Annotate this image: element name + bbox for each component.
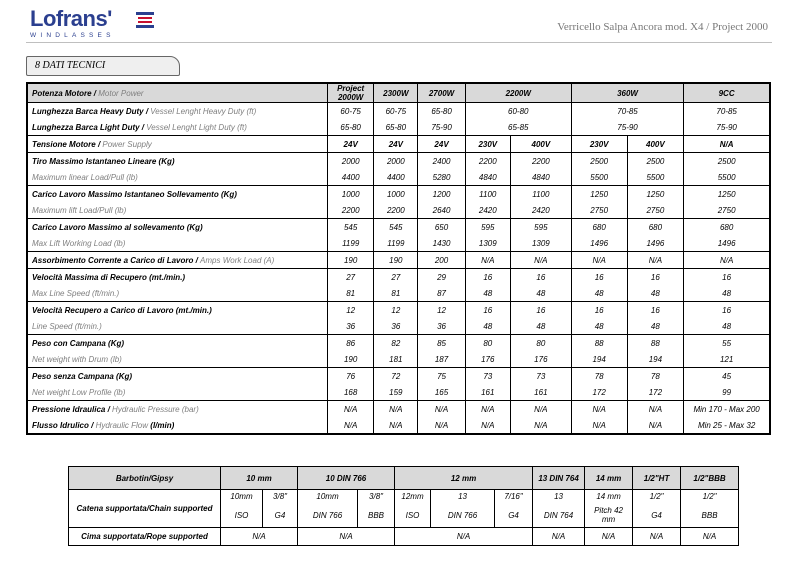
col-header: 12 mm	[395, 467, 533, 490]
row-label: Max Line Speed (ft/min.)	[27, 285, 328, 302]
row-label: Peso senza Campana (Kg)	[27, 368, 328, 385]
table-cell: 73	[465, 368, 510, 385]
table-cell: DIN 764	[533, 504, 585, 528]
table-cell: N/A	[418, 401, 465, 418]
table-cell: 4400	[374, 169, 418, 186]
table-row	[27, 136, 770, 153]
col-header: 1/2"BBB	[681, 467, 739, 490]
table-cell: 680	[684, 219, 770, 236]
table-cell: N/A	[465, 417, 510, 434]
table-cell: 14 mm	[585, 490, 633, 504]
table-cell: 65-85	[465, 119, 571, 136]
table-cell: 168	[328, 384, 374, 401]
table-cell: 75-90	[684, 119, 770, 136]
row-label: Cima supportata/Rope supported	[69, 528, 221, 546]
table-cell: N/A	[627, 417, 684, 434]
col-header: 10 mm	[221, 467, 298, 490]
row-label: Net weight with Drum (lb)	[27, 351, 328, 368]
row-label: Velocità Massima di Recupero (mt./min.)	[27, 269, 328, 286]
row-label: Lunghezza Barca Light Duty / Vessel Lenght Light Duty (ft)	[27, 119, 328, 136]
table-cell: 99	[684, 384, 770, 401]
brand-subtitle: WINDLASSES	[30, 32, 115, 39]
row-label: Tensione Motore / Power Supply	[27, 136, 328, 153]
table-cell: 24V	[328, 136, 374, 153]
table-cell: 595	[465, 219, 510, 236]
table-cell: 4840	[465, 169, 510, 186]
table-cell: 48	[510, 285, 571, 302]
windlass-flag-icon	[136, 12, 154, 28]
table-cell: 1000	[374, 186, 418, 203]
table-cell: 24V	[418, 136, 465, 153]
table-cell: 172	[627, 384, 684, 401]
col-header: Project 2000W	[328, 83, 374, 103]
table-cell: 2500	[684, 153, 770, 170]
table-cell: 48	[510, 318, 571, 335]
table-cell: 1496	[627, 235, 684, 252]
table-cell: 60-75	[328, 103, 374, 120]
table-row	[27, 302, 770, 319]
table-cell: 1309	[510, 235, 571, 252]
table-row	[27, 417, 770, 434]
row-label: Maximum linear Load/Pull (lb)	[27, 169, 328, 186]
row-label: Carico Lavoro Massimo Istantaneo Sollevamento (Kg)	[27, 186, 328, 203]
table-cell: 45	[684, 368, 770, 385]
table-cell: 400V	[510, 136, 571, 153]
table-cell: 161	[510, 384, 571, 401]
table-row	[27, 351, 770, 368]
document-title: Verricello Salpa Ancora mod. X4 / Project 2000	[557, 21, 768, 33]
table-cell: 1100	[510, 186, 571, 203]
table-cell: G4	[263, 504, 298, 528]
table-row	[27, 103, 770, 120]
table-cell: 2200	[328, 202, 374, 219]
table-cell: DIN 766	[431, 504, 495, 528]
table-row	[27, 285, 770, 302]
table-cell: 48	[627, 318, 684, 335]
table-cell: DIN 766	[298, 504, 358, 528]
table-cell: N/A	[298, 528, 395, 546]
col-header: 2700W	[418, 83, 465, 103]
table-cell: N/A	[533, 528, 585, 546]
table-cell: 55	[684, 335, 770, 352]
table-cell: BBB	[358, 504, 395, 528]
table-cell: N/A	[328, 417, 374, 434]
table-cell: 2640	[418, 202, 465, 219]
table-cell: 2420	[465, 202, 510, 219]
table-cell: 1199	[374, 235, 418, 252]
table-cell: N/A	[395, 528, 533, 546]
table-cell: 16	[684, 302, 770, 319]
table-cell: 72	[374, 368, 418, 385]
table-cell: 10mm	[298, 490, 358, 504]
gipsy-header-label: Barbotin/Gipsy	[69, 467, 221, 490]
table-cell: 86	[328, 335, 374, 352]
row-label: Max Lift Working Load (lb)	[27, 235, 328, 252]
table-cell: 2400	[418, 153, 465, 170]
table-cell: 80	[465, 335, 510, 352]
table-cell: N/A	[684, 136, 770, 153]
header-divider	[26, 42, 772, 43]
table-cell: 65-80	[328, 119, 374, 136]
table-cell: 2000	[328, 153, 374, 170]
table-cell: 194	[627, 351, 684, 368]
table-row	[27, 202, 770, 219]
table-cell: 78	[571, 368, 627, 385]
table-cell: N/A	[510, 401, 571, 418]
col-header: 14 mm	[585, 467, 633, 490]
table-cell: 75-90	[571, 119, 683, 136]
row-label: Tiro Massimo Istantaneo Lineare (Kg)	[27, 153, 328, 170]
table-cell: 1496	[571, 235, 627, 252]
col-header: 1/2"HT	[633, 467, 681, 490]
table-cell: N/A	[571, 417, 627, 434]
table-cell: Pitch 42 mm	[585, 504, 633, 528]
col-header: 360W	[571, 83, 683, 103]
row-label: Velocità Recupero a Carico di Lavoro (mt./min.)	[27, 302, 328, 319]
table-cell: N/A	[585, 528, 633, 546]
table-cell: G4	[495, 504, 533, 528]
table-cell: N/A	[465, 252, 510, 269]
table-cell: 36	[328, 318, 374, 335]
table-row	[27, 235, 770, 252]
table-cell: N/A	[328, 401, 374, 418]
gipsy-table	[68, 466, 739, 546]
table-cell: 16	[627, 302, 684, 319]
table-cell: 81	[374, 285, 418, 302]
table-cell: 1250	[571, 186, 627, 203]
table-cell: 29	[418, 269, 465, 286]
table-cell: 16	[627, 269, 684, 286]
table-cell: 159	[374, 384, 418, 401]
table-cell: 545	[328, 219, 374, 236]
table-cell: 65-80	[374, 119, 418, 136]
table-row	[27, 186, 770, 203]
table-cell: 13	[533, 490, 585, 504]
table-cell: 1250	[684, 186, 770, 203]
table-cell: 48	[465, 318, 510, 335]
table-row	[27, 252, 770, 269]
gipsy-header-row	[69, 467, 739, 490]
table-row	[27, 119, 770, 136]
table-cell: 181	[374, 351, 418, 368]
technical-data-table	[26, 82, 771, 435]
table-cell: 172	[571, 384, 627, 401]
table-cell: 82	[374, 335, 418, 352]
table-cell: 680	[571, 219, 627, 236]
table-cell: 60-75	[374, 103, 418, 120]
row-label: Maximum lift Load/Pull (lb)	[27, 202, 328, 219]
table-cell: 230V	[465, 136, 510, 153]
table-cell: 3/8"	[358, 490, 395, 504]
table-cell: 13	[431, 490, 495, 504]
table-cell: 194	[571, 351, 627, 368]
table-cell: 2200	[465, 153, 510, 170]
col-header: 2200W	[465, 83, 571, 103]
table-cell: N/A	[627, 401, 684, 418]
table-cell: 81	[328, 285, 374, 302]
table-cell: 400V	[627, 136, 684, 153]
table-cell: N/A	[684, 252, 770, 269]
table-cell: 48	[684, 285, 770, 302]
row-label: Catena supportata/Chain supported	[69, 490, 221, 528]
table-cell: 2500	[571, 153, 627, 170]
table-cell: 12	[418, 302, 465, 319]
table-cell: 1250	[627, 186, 684, 203]
table-cell: 73	[510, 368, 571, 385]
row-label: Flusso Idrulico / Hydraulic Flow (l/min)	[27, 417, 328, 434]
table-cell: N/A	[374, 401, 418, 418]
table-cell: 16	[571, 302, 627, 319]
table-cell: 80	[510, 335, 571, 352]
table-row	[27, 335, 770, 352]
table-row	[27, 269, 770, 286]
table-cell: 4840	[510, 169, 571, 186]
table-cell: 36	[374, 318, 418, 335]
table-cell: 36	[418, 318, 465, 335]
table-row	[27, 401, 770, 418]
col-header: 9CC	[684, 83, 770, 103]
table-cell: 76	[328, 368, 374, 385]
table-cell: 2200	[374, 202, 418, 219]
table-cell: 16	[510, 302, 571, 319]
table-cell: 12mm	[395, 490, 431, 504]
table-cell: 2000	[374, 153, 418, 170]
table-cell: 16	[465, 269, 510, 286]
table-cell: N/A	[510, 252, 571, 269]
table-cell: 12	[328, 302, 374, 319]
table-cell: 24V	[374, 136, 418, 153]
table-cell: N/A	[510, 417, 571, 434]
row-label: Lunghezza Barca Heavy Duty / Vessel Lenght Heavy Duty (ft)	[27, 103, 328, 120]
table-cell: N/A	[571, 401, 627, 418]
table-cell: N/A	[374, 417, 418, 434]
table-cell: N/A	[221, 528, 298, 546]
table-cell: 5500	[684, 169, 770, 186]
table-cell: 2500	[627, 153, 684, 170]
table-cell: 680	[627, 219, 684, 236]
col-header: 10 DIN 766	[298, 467, 395, 490]
table-cell: 78	[627, 368, 684, 385]
table-cell: 1430	[418, 235, 465, 252]
table-row	[69, 490, 739, 504]
row-label: Line Speed (ft/min.)	[27, 318, 328, 335]
table-cell: 161	[465, 384, 510, 401]
table-cell: 48	[465, 285, 510, 302]
table-cell: 165	[418, 384, 465, 401]
table-cell: 16	[465, 302, 510, 319]
table-cell: 70-85	[684, 103, 770, 120]
table-cell: ISO	[221, 504, 263, 528]
table-cell: Min 25 - Max 32	[684, 417, 770, 434]
table-cell: 1100	[465, 186, 510, 203]
table-row	[27, 368, 770, 385]
table-cell: 176	[465, 351, 510, 368]
table-cell: N/A	[571, 252, 627, 269]
table-cell: 1496	[684, 235, 770, 252]
table-cell: 2750	[627, 202, 684, 219]
table-cell: 5280	[418, 169, 465, 186]
table-cell: N/A	[633, 528, 681, 546]
table-cell: 7/16"	[495, 490, 533, 504]
table-cell: 88	[571, 335, 627, 352]
table-cell: 4400	[328, 169, 374, 186]
table-cell: 48	[627, 285, 684, 302]
table-cell: 75-90	[418, 119, 465, 136]
col-header: 2300W	[374, 83, 418, 103]
table-cell: 121	[684, 351, 770, 368]
table-cell: 1000	[328, 186, 374, 203]
table-cell: 3/8"	[263, 490, 298, 504]
table-cell: 1/2"	[633, 490, 681, 504]
table-cell: 16	[571, 269, 627, 286]
table-row	[27, 318, 770, 335]
table-cell: 2200	[510, 153, 571, 170]
table-cell: BBB	[681, 504, 739, 528]
table-cell: 200	[418, 252, 465, 269]
table-cell: 5500	[571, 169, 627, 186]
table-cell: ISO	[395, 504, 431, 528]
brand-name: Lofrans'	[30, 6, 112, 31]
table-row	[27, 153, 770, 170]
table-cell: 176	[510, 351, 571, 368]
table-cell: 1199	[328, 235, 374, 252]
table-cell: 190	[374, 252, 418, 269]
table-cell: 48	[571, 285, 627, 302]
power-label: Potenza Motore / Motor Power	[27, 83, 328, 103]
table-cell: 27	[374, 269, 418, 286]
section-heading-box	[26, 56, 180, 76]
table-row	[69, 528, 739, 546]
table-cell: 16	[510, 269, 571, 286]
table-cell: 2750	[571, 202, 627, 219]
table-cell: 2750	[684, 202, 770, 219]
table-row	[27, 219, 770, 236]
table-cell: 595	[510, 219, 571, 236]
row-label: Carico Lavoro Massimo al sollevamento (Kg)	[27, 219, 328, 236]
table-cell: 88	[627, 335, 684, 352]
table-cell: 1/2"	[681, 490, 739, 504]
table-cell: G4	[633, 504, 681, 528]
table-cell: 190	[328, 252, 374, 269]
table-cell: 16	[684, 269, 770, 286]
row-label: Peso con Campana (Kg)	[27, 335, 328, 352]
section-title: 8 DATI TECNICI	[35, 60, 106, 71]
table-cell: N/A	[681, 528, 739, 546]
table-cell: 187	[418, 351, 465, 368]
table-cell: 60-80	[465, 103, 571, 120]
brand-logo	[30, 8, 150, 44]
row-label: Net weight Low Profile (lb)	[27, 384, 328, 401]
table-cell: 5500	[627, 169, 684, 186]
table-cell: 230V	[571, 136, 627, 153]
table-cell: 85	[418, 335, 465, 352]
col-header: 13 DIN 764	[533, 467, 585, 490]
table-cell: N/A	[627, 252, 684, 269]
table-cell: 27	[328, 269, 374, 286]
row-label: Pressione Idraulica / Hydraulic Pressure (bar)	[27, 401, 328, 418]
table-cell: 87	[418, 285, 465, 302]
table-cell: 10mm	[221, 490, 263, 504]
table-cell: N/A	[465, 401, 510, 418]
table-header-row	[27, 83, 770, 103]
table-row	[27, 169, 770, 186]
table-cell: 545	[374, 219, 418, 236]
table-cell: 12	[374, 302, 418, 319]
table-cell: 190	[328, 351, 374, 368]
table-cell: 1309	[465, 235, 510, 252]
table-cell: N/A	[418, 417, 465, 434]
table-row	[27, 384, 770, 401]
table-cell: 65-80	[418, 103, 465, 120]
table-cell: 650	[418, 219, 465, 236]
table-cell: 2420	[510, 202, 571, 219]
table-cell: 70-85	[571, 103, 683, 120]
row-label: Assorbimento Corrente a Carico di Lavoro / Amps Work Load (A)	[27, 252, 328, 269]
table-cell: 48	[684, 318, 770, 335]
table-cell: 1200	[418, 186, 465, 203]
table-cell: 75	[418, 368, 465, 385]
table-cell: Min 170 - Max 200	[684, 401, 770, 418]
table-cell: 48	[571, 318, 627, 335]
